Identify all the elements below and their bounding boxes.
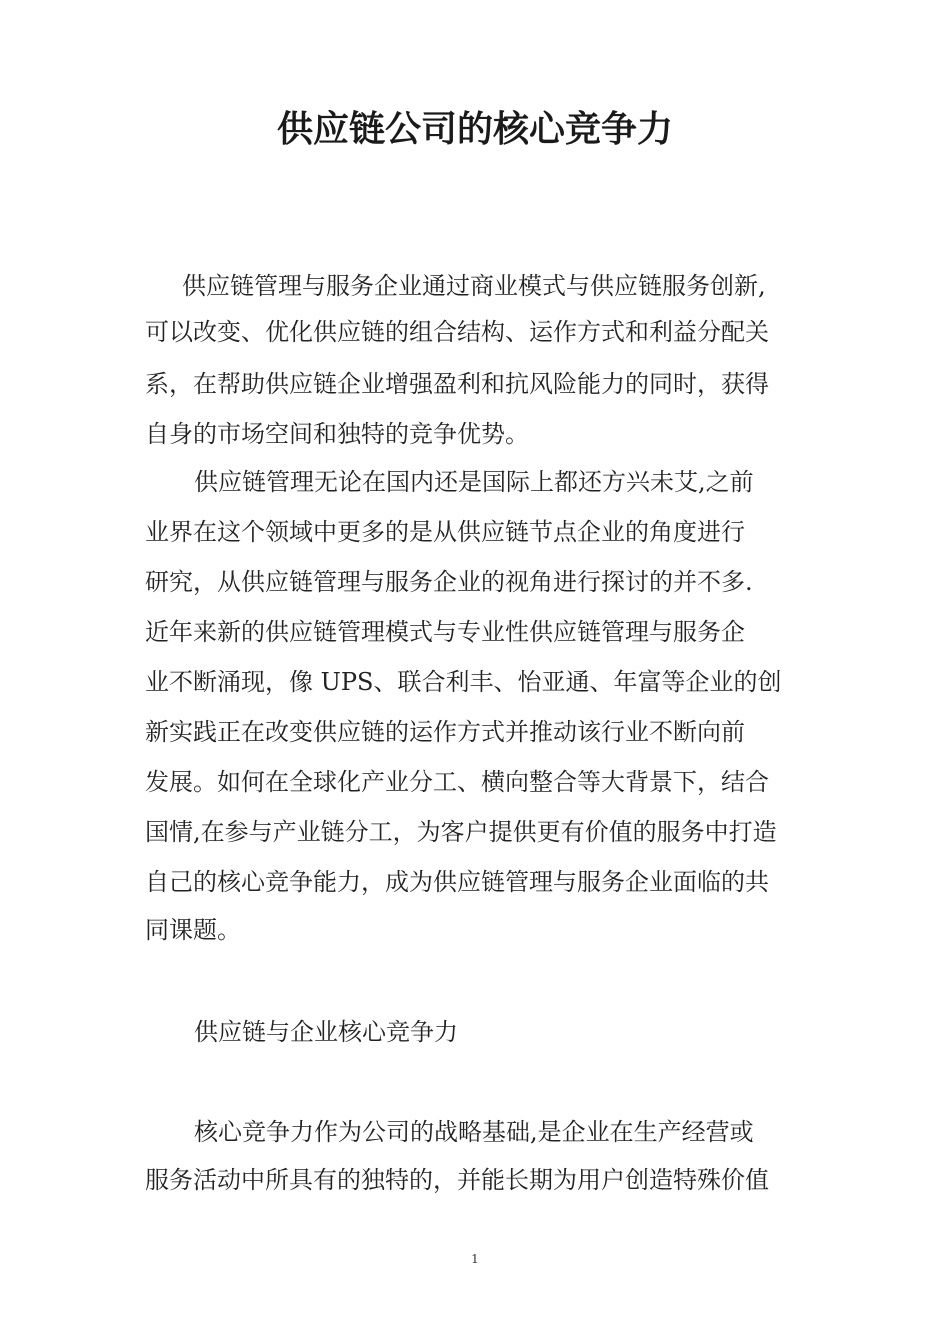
paragraph-2-line-8: 国情,在参与产业链分工，为客户提供更有价值的服务中打造 xyxy=(145,818,777,846)
paragraph-2-line-2: 业界在这个领域中更多的是从供应链节点企业的角度进行 xyxy=(145,518,745,546)
paragraph-2-line-4: 近年来新的供应链管理模式与专业性供应链管理与服务企 xyxy=(145,618,745,646)
page-number: 1 xyxy=(471,1252,479,1266)
paragraph-2-line-1: 供应链管理无论在国内还是国际上都还方兴未艾,之前 xyxy=(194,468,754,496)
paragraph-1-line-1: 供应链管理与服务企业通过商业模式与供应链服务创新, xyxy=(182,272,766,300)
paragraph-2-line-10: 同课题。 xyxy=(145,916,241,944)
paragraph-2-line-6: 新实践正在改变供应链的运作方式并推动该行业不断向前 xyxy=(145,718,745,746)
paragraph-3-line-2: 服务活动中所具有的独特的，并能长期为用户创造特殊价值 xyxy=(145,1166,769,1194)
paragraph-2-line-5: 业不断涌现，像 UPS、联合利丰、怡亚通、年富等企业的创 xyxy=(145,668,782,696)
paragraph-2-line-3: 研究，从供应链管理与服务企业的视角进行探讨的并不多. xyxy=(145,568,753,596)
section-heading: 供应链与企业核心竞争力 xyxy=(194,1018,458,1046)
document-title: 供应链公司的核心竞争力 xyxy=(276,109,673,150)
paragraph-2-line-9: 自己的核心竞争能力，成为供应链管理与服务企业面临的共 xyxy=(145,868,769,896)
paragraph-3-line-1: 核心竞争力作为公司的战略基础,是企业在生产经营或 xyxy=(194,1118,754,1146)
paragraph-1-line-2: 可以改变、优化供应链的组合结构、运作方式和利益分配关 xyxy=(145,318,769,346)
paragraph-1-line-3: 系，在帮助供应链企业增强盈利和抗风险能力的同时，获得 xyxy=(145,370,769,398)
paragraph-2-line-7: 发展。如何在全球化产业分工、横向整合等大背景下，结合 xyxy=(145,768,769,796)
paragraph-1-line-4: 自身的市场空间和独特的竞争优势。 xyxy=(145,420,529,448)
